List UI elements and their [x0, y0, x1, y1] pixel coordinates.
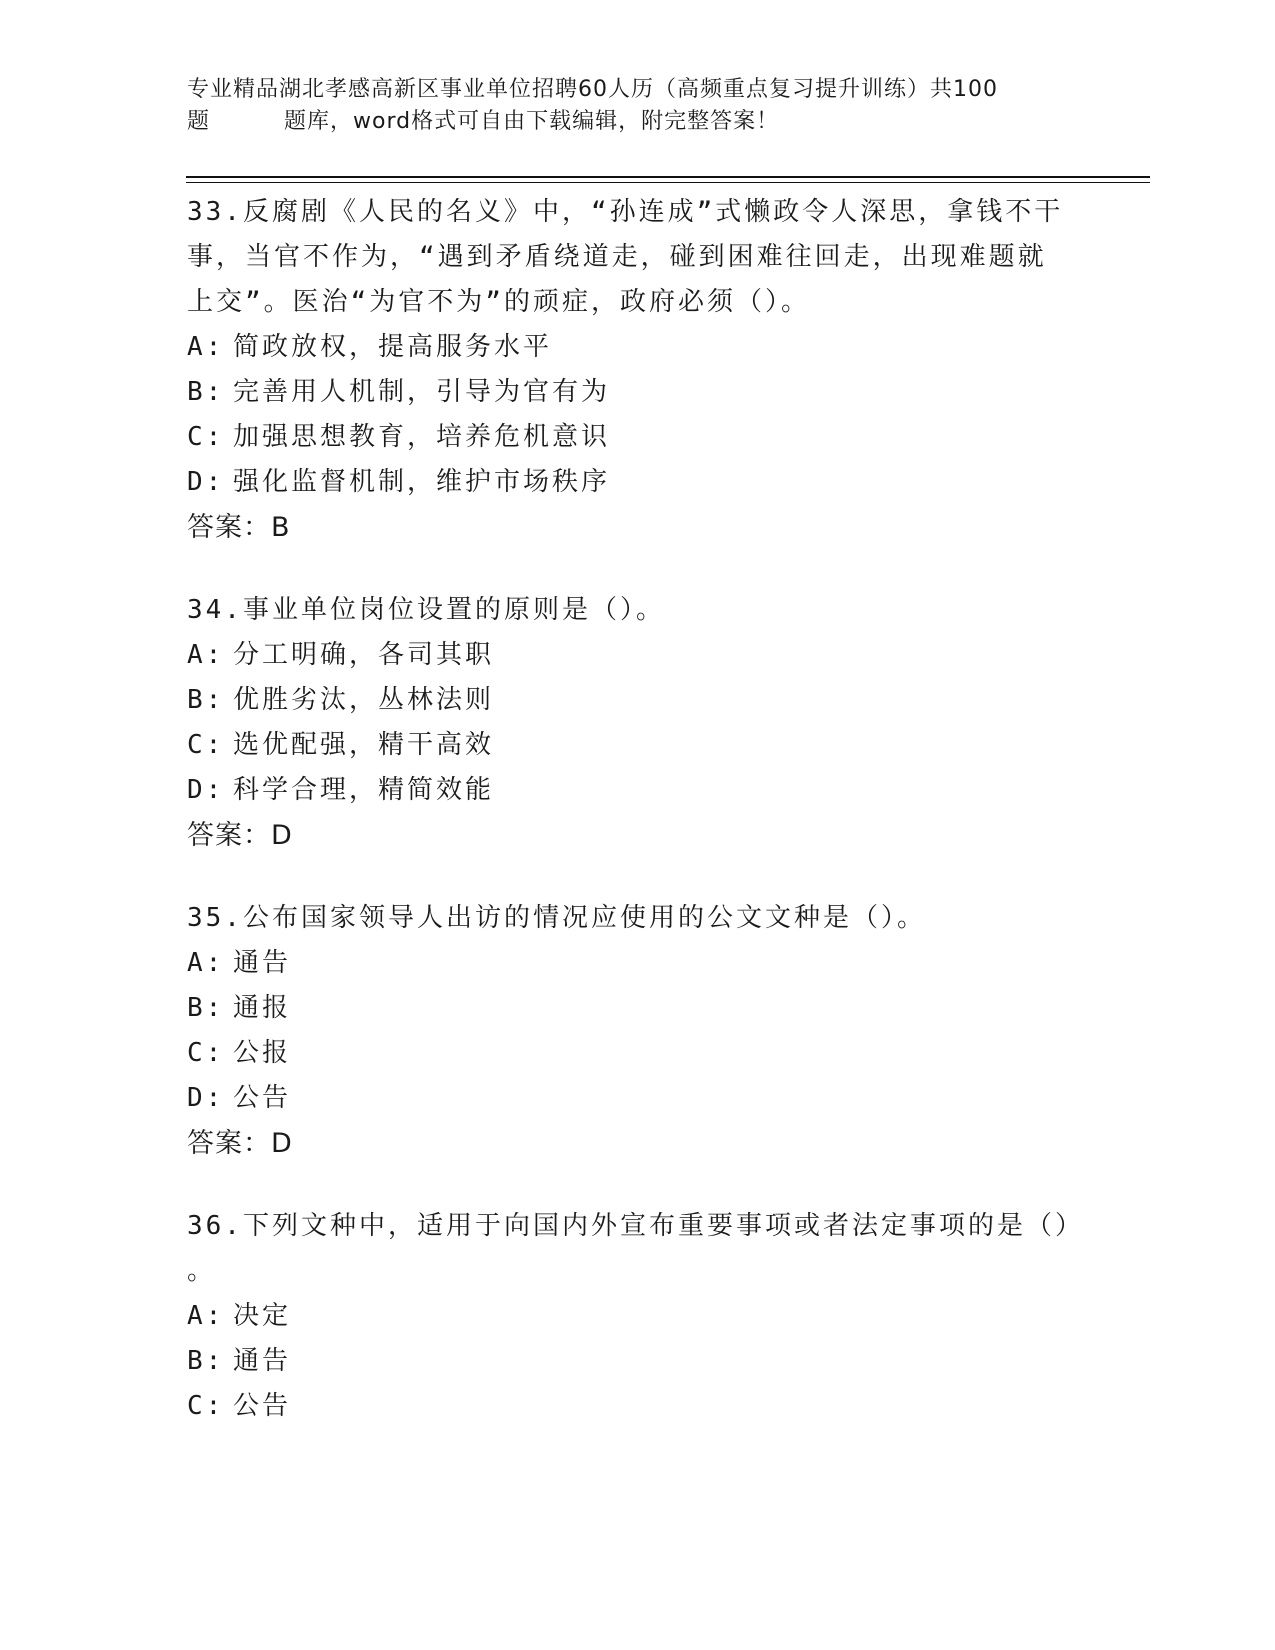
- option-row: [187, 370, 1087, 415]
- option-text: 通告: [233, 1346, 292, 1376]
- option-text: 优胜劣汰，丛林法则: [233, 685, 495, 715]
- option-letter: A:: [187, 332, 225, 362]
- option-text: 完善用人机制，引导为官有为: [233, 377, 611, 407]
- question-line: 。: [187, 1256, 217, 1286]
- option-row: [187, 1384, 1087, 1429]
- question-line: 36.下列文种中，适用于向国内外宣布重要事项或者法定事项的是（）: [187, 1211, 1084, 1241]
- option-letter: A:: [187, 948, 225, 978]
- question-block: [187, 1204, 1087, 1429]
- option-row: [187, 941, 1087, 986]
- option-letter: A:: [187, 640, 225, 670]
- option-row: [187, 460, 1087, 505]
- header-line2-right: 题库，word格式可自由下载编辑，附完整答案！: [284, 109, 780, 134]
- question-block: [187, 896, 1087, 1166]
- option-text: 公告: [233, 1083, 292, 1113]
- option-row: [187, 325, 1087, 370]
- option-letter: C:: [187, 730, 225, 760]
- question-block: [187, 190, 1087, 550]
- option-letter: C:: [187, 1391, 225, 1421]
- question-line: 35.公布国家领导人出访的情况应使用的公文文种是（）。: [187, 903, 926, 933]
- header-divider-thin: [186, 182, 1150, 183]
- option-letter: B:: [187, 1346, 225, 1376]
- option-row: [187, 1031, 1087, 1076]
- header-line2-left: 题: [187, 109, 211, 134]
- option-text: 选优配强，精干高效: [233, 730, 495, 760]
- option-row: [187, 678, 1087, 723]
- option-text: 公告: [233, 1391, 292, 1421]
- document-header: [187, 74, 1067, 138]
- option-text: 分工明确，各司其职: [233, 640, 495, 670]
- option-row: [187, 1339, 1087, 1384]
- question-text: [187, 1204, 1087, 1294]
- option-row: [187, 415, 1087, 460]
- header-title-line2: [187, 106, 1067, 138]
- option-text: 公报: [233, 1038, 292, 1068]
- header-divider-thick: [186, 176, 1150, 178]
- option-letter: C:: [187, 1038, 225, 1068]
- option-text: 强化监督机制，维护市场秩序: [233, 467, 611, 497]
- option-text: 通报: [233, 993, 292, 1023]
- answer-label: 答案：D: [187, 1128, 293, 1159]
- question-line: 上交”。医治“为官不为”的顽症，政府必须（）。: [187, 287, 810, 317]
- question-list: [187, 190, 1087, 1429]
- option-letter: C:: [187, 422, 225, 452]
- option-row: [187, 723, 1087, 768]
- answer-label: 答案：B: [187, 512, 291, 543]
- option-row: [187, 768, 1087, 813]
- option-text: 决定: [233, 1301, 292, 1331]
- option-letter: B:: [187, 685, 225, 715]
- question-text: [187, 190, 1087, 325]
- option-row: [187, 633, 1087, 678]
- option-text: 科学合理，精简效能: [233, 775, 495, 805]
- question-text: [187, 896, 1087, 941]
- option-letter: B:: [187, 377, 225, 407]
- option-row: [187, 986, 1087, 1031]
- question-text: [187, 588, 1087, 633]
- option-row: [187, 1076, 1087, 1121]
- option-row: [187, 1294, 1087, 1339]
- question-line: 33.反腐剧《人民的名义》中，“孙连成”式懒政令人深思，拿钱不干: [187, 197, 1064, 227]
- option-letter: D:: [187, 775, 225, 805]
- answer-label: 答案：D: [187, 820, 293, 851]
- question-line: 事，当官不作为，“遇到矛盾绕道走，碰到困难往回走，出现难题就: [187, 242, 1047, 272]
- question-block: [187, 588, 1087, 858]
- option-text: 通告: [233, 948, 292, 978]
- header-title-line1: 专业精品湖北孝感高新区事业单位招聘60人历（高频重点复习提升训练）共100: [187, 77, 998, 102]
- option-text: 简政放权，提高服务水平: [233, 332, 553, 362]
- option-letter: A:: [187, 1301, 225, 1331]
- option-text: 加强思想教育，培养危机意识: [233, 422, 611, 452]
- option-letter: D:: [187, 1083, 225, 1113]
- option-letter: D:: [187, 467, 225, 497]
- question-line: 34.事业单位岗位设置的原则是（）。: [187, 595, 665, 625]
- option-letter: B:: [187, 993, 225, 1023]
